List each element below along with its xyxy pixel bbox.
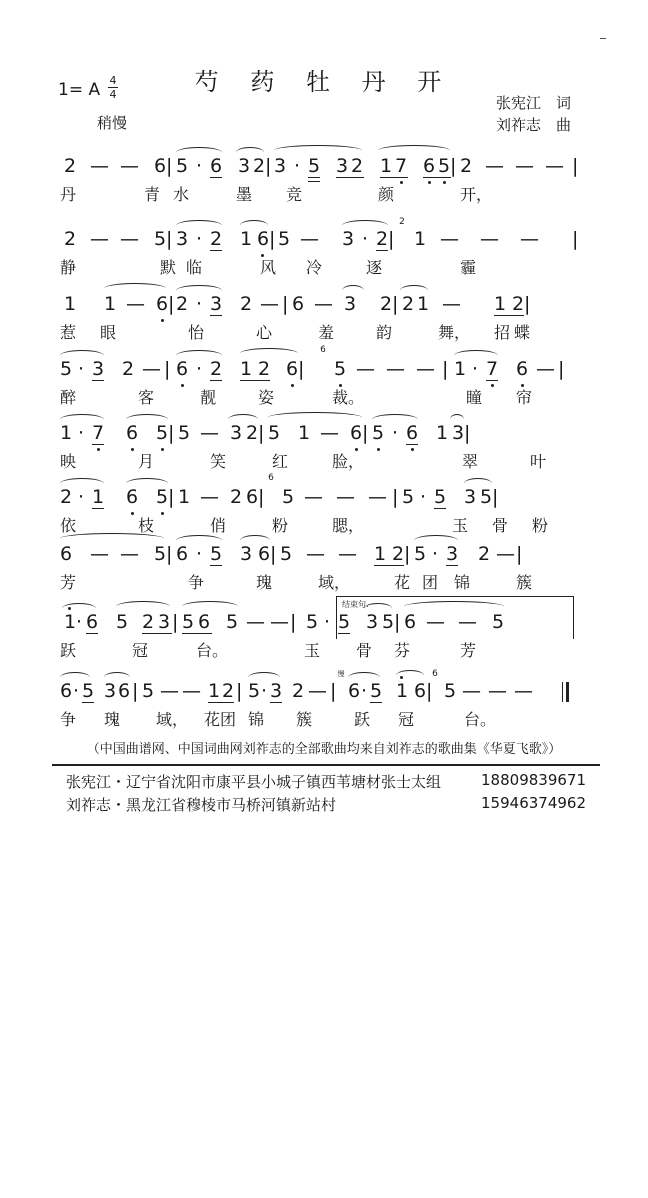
lyric: 蝶	[514, 323, 531, 342]
lyric: 冷	[306, 258, 323, 277]
lyric: 月	[138, 452, 155, 471]
contact-lyricist	[66, 771, 586, 792]
lyric: 玉	[452, 516, 469, 535]
lyric: 粉	[532, 516, 549, 535]
slow-mark: 慢	[337, 670, 345, 678]
lyric: 水	[173, 185, 190, 204]
lyric: 花	[394, 573, 411, 592]
lyric: 腮，	[332, 516, 365, 535]
lyric: 跃	[354, 710, 371, 729]
composer-credit: 刘祚志 曲	[496, 116, 572, 134]
lyric: 簇	[516, 573, 533, 592]
lyric: 招	[494, 323, 511, 342]
lyric: 芳	[460, 641, 477, 660]
final-barline	[566, 682, 569, 702]
lyric: 台。	[196, 641, 229, 660]
lyric: 怡	[188, 323, 205, 342]
lyric: 竞	[286, 185, 303, 204]
system-4-notes: 5 · 3 2 — | 6 · 2 1 2 6 | 5 — — — | 1 · 7 6 — | 6	[60, 356, 590, 382]
footer-divider	[52, 764, 600, 766]
meter-top: 4	[109, 74, 117, 87]
contact-address: 刘祚志・黑龙江省穆棱市马桥河镇新站村	[66, 796, 337, 814]
lyric: 醉	[60, 388, 77, 407]
grace-note: 6	[320, 345, 326, 355]
lyric: 冠	[398, 710, 415, 729]
lyric: 瞳	[466, 388, 483, 407]
system-5-notes: 1 · 7 6 5 | 5 — 3 2 | 5 1 — 6 | 5 · 6 1 3 |	[60, 420, 590, 446]
lyric: 风	[260, 258, 277, 277]
system-2-notes: 2 — — 5 | 3 · 2 1 6 | 5 — 3 · 2 | 1 — — — | 2	[60, 226, 590, 252]
meter-bottom: 4	[109, 88, 117, 101]
contact-composer	[66, 794, 586, 814]
lyric: 锦	[248, 710, 265, 729]
lyric: 静	[60, 258, 77, 277]
system-3-notes: 1 1 — 6 | 2 · 3 2 — | 6 — 3 2 | 2 1 — 1 2 |	[60, 291, 590, 317]
lyric: 簇	[296, 710, 313, 729]
grace-note: 2	[399, 217, 405, 227]
lyric: 跃	[60, 641, 77, 660]
lyric: 脸，	[332, 452, 365, 471]
key-signature: 1= A	[58, 80, 101, 100]
lyric: 颜	[378, 185, 395, 204]
lyric: 裁。	[332, 388, 365, 407]
lyric: 争	[60, 710, 77, 729]
lyric: 锦	[454, 573, 471, 592]
lyric: 团	[422, 573, 439, 592]
system-8-notes: 1 · 6 5 2 3 | 5 6 5 — — | 5 · 5 3 5 | 6 — — 5	[60, 609, 590, 635]
lyric: 花团	[204, 710, 237, 729]
tempo-marking: 稍慢	[97, 114, 128, 132]
lyric: 姿	[258, 388, 275, 407]
system-9-lyrics	[60, 708, 590, 732]
corner-mark	[600, 38, 606, 39]
lyric: 惹	[60, 323, 77, 342]
system-9-notes: 6 · 5 3 6 | 5 — — 1 2 | 5 · 3 2 — | 6 · 5 1 6 | 5 — — — 慢 6	[60, 678, 590, 704]
lyric: 临	[186, 258, 203, 277]
system-5-lyrics	[60, 450, 590, 474]
system-2-lyrics	[60, 256, 590, 280]
lyric: 丹	[60, 185, 77, 204]
source-note: （中国曲谱网、中国词曲网刘祚志的全部歌曲均来自刘祚志的歌曲集《华夏飞歌》）	[86, 742, 562, 757]
lyric: 俏	[210, 516, 227, 535]
lyric: 心	[256, 323, 273, 342]
lyric: 翠	[462, 452, 479, 471]
lyric: 红	[272, 452, 289, 471]
lyricist-credit: 张宪江 词	[496, 94, 572, 112]
lyric: 瑰	[104, 710, 121, 729]
ending-label: 结束句.	[342, 600, 369, 609]
lyric: 开，	[460, 185, 493, 204]
lyric: 舞，	[438, 323, 471, 342]
system-7-notes: 6 — — 5 | 6 · 5 3 6 | 5 — — 1 2 | 5 · 3 2 — |	[60, 541, 590, 567]
lyric: 默	[160, 258, 177, 277]
system-1-notes: 2 — — 6 | 5 · 6 3 2 | 3 · 5 3 2 1 7 6 5 | 2 — — — |	[60, 153, 590, 179]
system-6-notes: 2 · 1 6 5 | 1 — 2 6 | 5 — — — | 5 · 5 3 5 | 6	[60, 484, 590, 510]
lyric: 靓	[200, 388, 217, 407]
lyric: 争	[188, 573, 205, 592]
lyric: 逐	[366, 258, 383, 277]
lyric: 青	[144, 185, 161, 204]
lyric: 芬	[394, 641, 411, 660]
lyric: 台。	[464, 710, 497, 729]
grace-note: 6	[432, 669, 438, 679]
lyric: 域，	[156, 710, 189, 729]
system-4-lyrics	[60, 386, 590, 410]
lyric: 韵	[376, 323, 393, 342]
lyric: 冠	[132, 641, 149, 660]
lyric: 域，	[318, 573, 351, 592]
song-title: 芍 药 牡 丹 开	[194, 68, 454, 96]
lyric: 霾	[460, 258, 477, 277]
time-signature	[108, 75, 118, 100]
lyric: 芳	[60, 573, 77, 592]
grace-note: 6	[268, 473, 274, 483]
contact-address: 张宪江・辽宁省沈阳市康平县小城子镇西苇塘材张士太组	[66, 773, 442, 791]
system-7-lyrics	[60, 571, 590, 595]
lyric: 枝	[138, 516, 155, 535]
system-1-lyrics	[60, 183, 590, 207]
lyric: 粉	[272, 516, 289, 535]
lyric: 叶	[530, 452, 547, 471]
system-3-lyrics	[60, 321, 590, 345]
lyric: 帘	[516, 388, 533, 407]
lyric: 依	[60, 516, 77, 535]
lyric: 眼	[100, 323, 117, 342]
contact-phone: 15946374962	[481, 794, 586, 812]
lyric: 骨	[492, 516, 509, 535]
lyric: 玉	[304, 641, 321, 660]
lyric: 瑰	[256, 573, 273, 592]
lyric: 骨	[356, 641, 373, 660]
lyric: 映	[60, 452, 77, 471]
system-8-lyrics	[60, 639, 590, 663]
lyric: 墨	[236, 185, 253, 204]
contact-phone: 18809839671	[481, 771, 586, 789]
lyric: 客	[138, 388, 155, 407]
lyric: 笑	[210, 452, 227, 471]
lyric: 羞	[318, 323, 335, 342]
